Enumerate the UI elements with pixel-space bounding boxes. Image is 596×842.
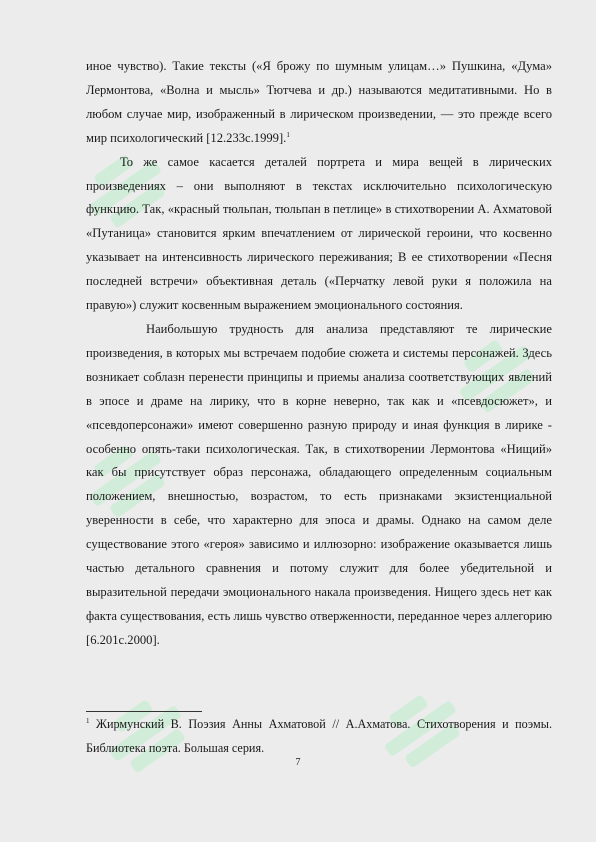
footnote [86, 713, 552, 760]
footnote-separator [86, 711, 202, 712]
paragraph-1 [86, 55, 552, 151]
footnote-reference[interactable]: 1 [286, 130, 290, 139]
paragraph-3: Наибольшую трудность для анализа представляют те лирические произведения, в которых мы встречаем подобие сюжета и системы персонажей. Здесь возникает соблазн перенести принципы и приемы анализа соответствующих явлений в эпосе и драме на лирику, что в корне неверно, так как и «псевдосюжет», и «псевдоперсонажи» имеют совершенно разную природу и иная функция в лирике - особенно опять-таки психологическая. Так, в стихотворении Лермонтова «Нищий» как бы присутствует образ персонажа, обладающего определенным социальным положением, внешностью, возрастом, то есть признаками экзистенциальной уверенности в себе, что характерно для эпоса и драмы. Однако на самом деле существование этого «героя» зависимо и иллюзорно: изображение оказывается лишь частью детального сравнения и потому служит для более убедительной и выразительной передачи эмоционального накала произведения. Нищего здесь нет как факта существования, есть лишь чувство отверженности, переданное через аллегорию [6.201с.2000]. [86, 321, 553, 647]
page-body [86, 55, 552, 653]
page-number: 7 [295, 757, 301, 768]
paragraph-1-text: иное чувство). Такие тексты («Я брожу по шумным улицам…» Пушкина, «Дума» Лермонтова, «Волна и мысль» Тютчева и др.) называются медитативными. Но в любом случае мир, изображенный в лирическом произведении, — это прежде всего мир психологический [12.233с.1999]. [86, 59, 552, 145]
footnote-text: Жирмунский В. Поэзия Анны Ахматовой // А.Ахматова. Стихотворения и поэмы. Библиотека поэта. Большая серия. [86, 717, 552, 755]
footnote-marker: 1 [86, 716, 90, 725]
paragraph-2: То же самое касается деталей портрета и мира вещей в лирических произведениях – они выполняют в текстах исключительно психологическую функцию. Так, «красный тюльпан, тюльпан в петлице» в стихотворении А. Ахматовой «Путаница» становится ярким впечатлением от лирической героини, что косвенно указывает на интенсивность лирического переживания; В ее стихотворении «Песня последней встречи» объективная деталь («Перчатку левой руки я положила на правую») служит косвенным выражением эмоционального состояния. [86, 154, 552, 313]
